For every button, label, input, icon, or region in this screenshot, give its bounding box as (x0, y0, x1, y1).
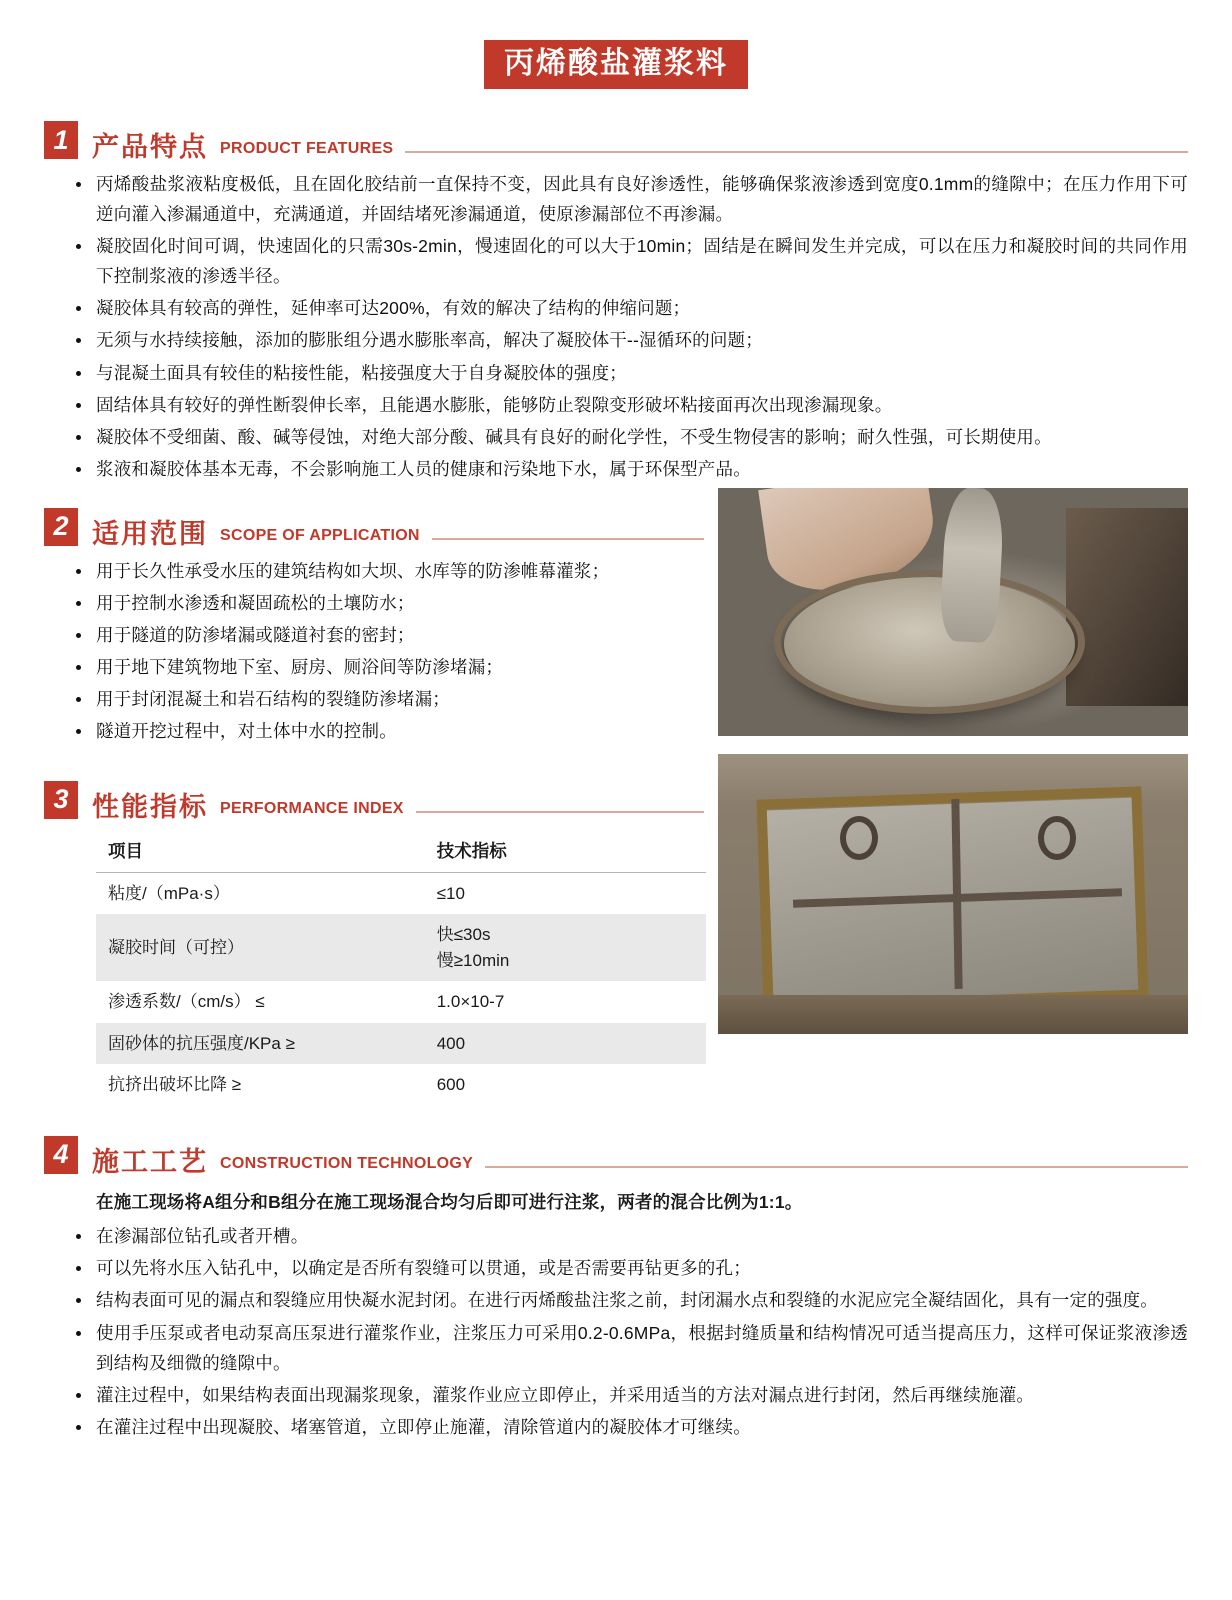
section-rule-3 (416, 811, 704, 813)
list-item: 用于长久性承受水压的建筑结构如大坝、水库等的防渗帷幕灌浆； (96, 556, 704, 586)
performance-index-table (96, 829, 706, 1106)
table-row (96, 1023, 706, 1065)
table-row (96, 1064, 706, 1106)
section-heading-3 (44, 781, 704, 822)
bucket-rim-decor (774, 570, 1084, 714)
section-title-en-4: CONSTRUCTION TECHNOLOGY (220, 1154, 474, 1172)
table-cell-value-line1: 快≤30s (436, 925, 491, 944)
steel-frame-concrete-slab-photo (718, 754, 1188, 1034)
section-title-cn-3: 性能指标 (92, 791, 208, 822)
section-rule-2 (432, 538, 704, 540)
list-item: 凝胶固化时间可调，快速固化的只需30s-2min，慢速固化的可以大于10min；固结是在瞬间发生并完成，可以在压力和凝胶时间的共同作用下控制浆液的渗透半径。 (96, 231, 1188, 291)
table-cell-value: 400 (425, 1023, 706, 1065)
section-title-cn-1: 产品特点 (92, 132, 208, 162)
table-header-row (96, 829, 706, 873)
document-title-banner (44, 0, 1188, 111)
product-features-list (44, 169, 1188, 484)
section-title-cn-2: 适用范围 (92, 518, 208, 549)
table-cell-item: 抗挤出破坏比降 ≥ (108, 1075, 242, 1094)
section-heading-2 (44, 508, 704, 549)
list-item: 凝胶体不受细菌、酸、碱等侵蚀，对绝大部分酸、碱具有良好的耐化学性，不受生物侵害的影响；耐久性强，可长期使用。 (96, 422, 1188, 452)
construction-lead-text: 在施工现场将A组分和B组分在施工现场混合均匀后即可进行注浆，两者的混合比例为1:1。 (96, 1191, 803, 1212)
section-number-4: 4 (44, 1136, 78, 1174)
section-rule-1 (405, 151, 1188, 153)
photo-column (704, 486, 1188, 1034)
lifting-ring-right-decor (1038, 816, 1076, 860)
table-row (96, 981, 706, 1023)
table-cell-value (425, 914, 706, 981)
table-cell-item: 渗透系数/（cm/s） ≤ (108, 992, 265, 1011)
section-title-en-2: SCOPE OF APPLICATION (220, 526, 420, 544)
section-title-en-3: PERFORMANCE INDEX (220, 799, 404, 817)
table-header-value: 技术指标 (425, 829, 706, 873)
section-heading-4 (44, 1136, 1188, 1177)
list-item: 结构表面可见的漏点和裂缝应用快凝水泥封闭。在进行丙烯酸盐注浆之前，封闭漏水点和裂缝的水泥应完全凝结固化，具有一定的强度。 (96, 1285, 1188, 1315)
rock-surface-decor (1066, 508, 1188, 706)
list-item: 用于控制水渗透和凝固疏松的土壤防水； (96, 588, 704, 618)
grout-mixing-bucket-photo (718, 488, 1188, 736)
list-item: 使用手压泵或者电动泵高压泵进行灌浆作业，注浆压力可采用0.2-0.6MPa，根据封缝质量和结构情况可适当提高压力，这样可保证浆液渗透到结构及细微的缝隙中。 (96, 1318, 1188, 1378)
sections-2-3-text-column (44, 486, 704, 1106)
list-item: 凝胶体具有较高的弹性，延伸率可达200%，有效的解决了结构的伸缩问题； (96, 293, 1188, 323)
lifting-ring-left-decor (840, 816, 878, 860)
list-item: 隧道开挖过程中，对土体中水的控制。 (96, 716, 704, 746)
construction-technology-list (44, 1221, 1188, 1442)
section-number-2: 2 (44, 508, 78, 546)
list-item: 在灌注过程中出现凝胶、堵塞管道，立即停止施灌，清除管道内的凝胶体才可继续。 (96, 1412, 1188, 1442)
list-item: 可以先将水压入钻孔中，以确定是否所有裂缝可以贯通，或是否需要再钻更多的孔； (96, 1253, 1188, 1283)
list-item: 浆液和凝胶体基本无毒，不会影响施工人员的健康和污染地下水，属于环保型产品。 (96, 454, 1188, 484)
scope-of-application-list (44, 556, 704, 747)
list-item: 与混凝土面具有较佳的粘接性能，粘接强度大于自身凝胶体的强度； (96, 358, 1188, 388)
page-title: 丙烯酸盐灌浆料 (484, 40, 748, 89)
table-row (96, 914, 706, 981)
sections-2-3-region (44, 486, 1188, 1106)
section-heading-1 (44, 121, 1188, 162)
list-item: 用于地下建筑物地下室、厨房、厕浴间等防渗堵漏； (96, 652, 704, 682)
list-item: 丙烯酸盐浆液粘度极低，且在固化胶结前一直保持不变，因此具有良好渗透性，能够确保浆液渗透到宽度0.1mm的缝隙中；在压力作用下可逆向灌入渗漏通道中，充满通道，并固结堵死渗漏通道，使原渗漏部位不再渗漏。 (96, 169, 1188, 229)
list-item: 灌注过程中，如果结构表面出现漏浆现象，灌浆作业应立即停止，并采用适当的方法对漏点进行封闭，然后再继续施灌。 (96, 1380, 1188, 1410)
section-number-1: 1 (44, 121, 78, 159)
section-title-en-1: PRODUCT FEATURES (220, 140, 394, 157)
section-rule-4 (485, 1166, 1188, 1168)
list-item: 无须与水持续接触，添加的膨胀组分遇水膨胀率高，解决了凝胶体干--湿循环的问题； (96, 325, 1188, 355)
list-item: 固结体具有较好的弹性断裂伸长率，且能遇水膨胀，能够防止裂隙变形破坏粘接面再次出现渗漏现象。 (96, 390, 1188, 420)
table-cell-value: ≤10 (436, 883, 465, 903)
list-item: 在渗漏部位钻孔或者开槽。 (96, 1221, 1188, 1251)
section-number-3: 3 (44, 781, 78, 819)
table-cell-value: 1.0×10-7 (436, 992, 505, 1011)
list-item: 用于隧道的防渗堵漏或隧道衬套的密封； (96, 620, 704, 650)
table-header-item: 项目 (96, 829, 425, 873)
table-cell-value: 600 (436, 1075, 466, 1094)
ground-soil-decor (718, 995, 1188, 1034)
list-item: 用于封闭混凝土和岩石结构的裂缝防渗堵漏； (96, 684, 704, 714)
table-cell-item: 粘度/（mPa·s） (108, 883, 230, 903)
table-cell-value-line2: 慢≥10min (436, 950, 510, 970)
table-cell-item: 凝胶时间（可控） (96, 914, 425, 981)
table-row (96, 872, 706, 914)
section-title-cn-4: 施工工艺 (92, 1146, 208, 1177)
table-cell-item: 固砂体的抗压强度/KPa ≥ (96, 1023, 425, 1065)
